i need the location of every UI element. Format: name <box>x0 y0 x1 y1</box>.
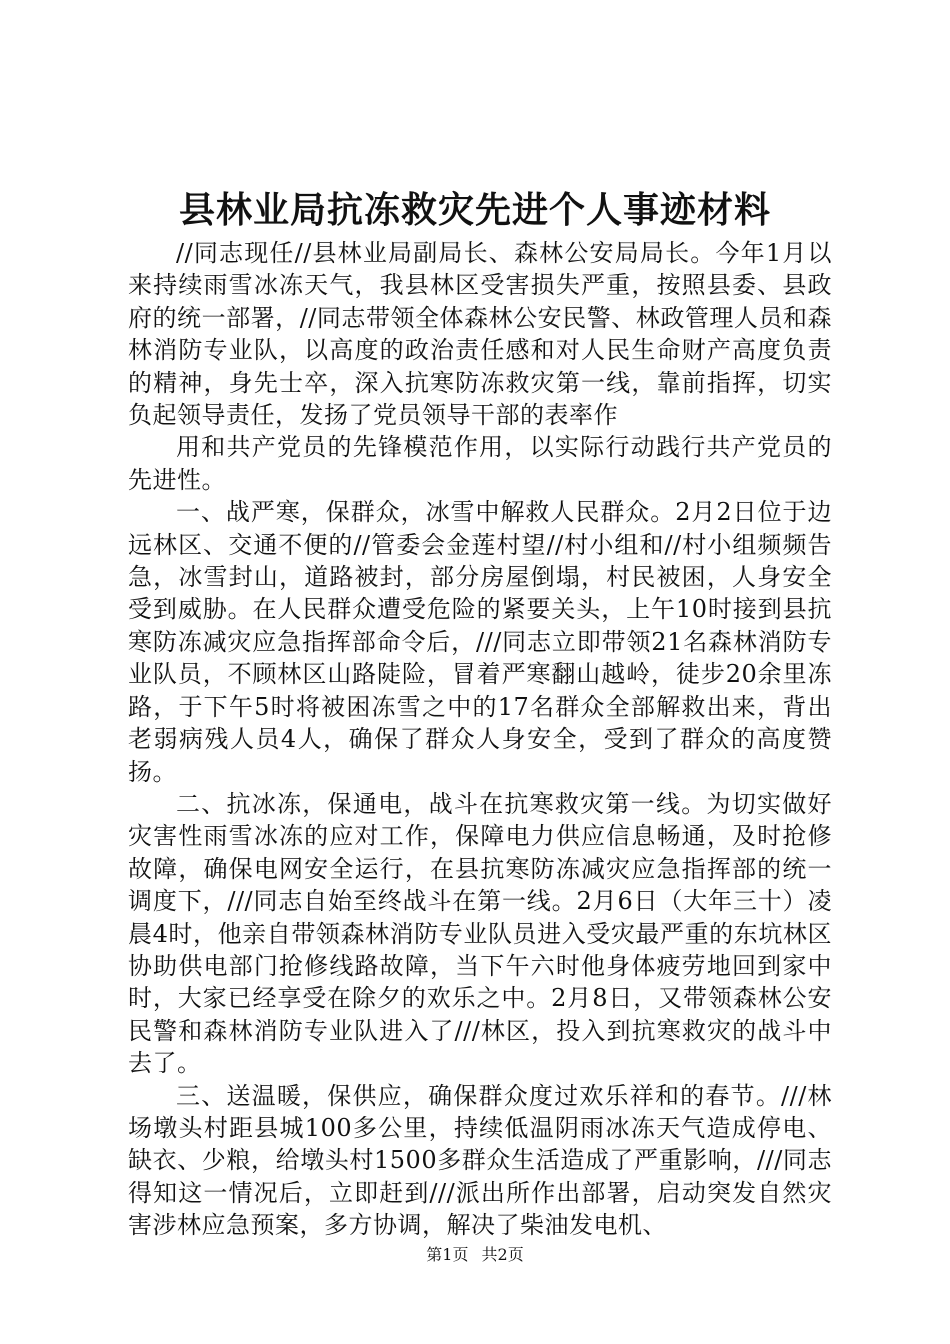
paragraph-section-one: 一、战严寒，保群众，冰雪中解救人民群众。2月2日位于边远林区、交通不便的//管委会金莲村望//村小组和//村小组频频告急，冰雪封山，道路被封，部分房屋倒塌，村民被困，人身安全受到威胁。在人民群众遭受危险的紧要关头，上午10时接到县抗寒防冻减灾应急指挥部命令后，///同志立即带领21名森林消防专业队员，不顾林区山路陡险，冒着严寒翻山越岭，徒步20余里冻路，于下午5时将被困冻雪之中的17名群众全部解救出来，背出老弱病残人员4人，确保了群众人身安全，受到了群众的高度赞扬。 <box>128 498 832 786</box>
paragraph-section-three: 三、送温暖，保供应，确保群众度过欢乐祥和的春节。///林场墩头村距县城100多公里，持续低温阴雨冰冻天气造成停电、缺衣、少粮，给墩头村1500多群众生活造成了严重影响，///同志得知这一情况后，立即赶到///派出所作出部署，启动突发自然灾害涉林应急预案，多方协调，解决了柴油发电机、 <box>128 1081 832 1240</box>
document-title: 县林业局抗冻救灾先进个人事迹材料 <box>178 189 771 231</box>
document-body <box>128 237 832 1242</box>
page-number-total: 共2页 <box>481 1245 524 1264</box>
page-number-current: 第1页 <box>426 1245 469 1264</box>
paragraph-intro-continued: 用和共产党员的先锋模范作用，以实际行动践行共产党员的先进性。 <box>128 433 832 494</box>
page-footer <box>0 1245 950 1265</box>
paragraph-section-two: 二、抗冰冻，保通电，战斗在抗寒救灾第一线。为切实做好灾害性雨雪冰冻的应对工作，保障电力供应信息畅通，及时抢修故障，确保电网安全运行，在县抗寒防冻减灾应急指挥部的统一调度下，///同志自始至终战斗在第一线。2月6日（大年三十）凌晨4时，他亲自带领森林消防专业队员进入受灾最严重的东坑林区协助供电部门抢修线路故障，当下午六时他身体疲劳地回到家中时，大家已经享受在除夕的欢乐之中。2月8日，又带领森林公安民警和森林消防专业队进入了///林区，投入到抗寒救灾的战斗中去了。 <box>128 789 832 1078</box>
paragraph-intro: //同志现任//县林业局副局长、森林公安局局长。今年1月以来持续雨雪冰冻天气，我县林区受害损失严重，按照县委、县政府的统一部署，//同志带领全体森林公安民警、林政管理人员和森林消防专业队，以高度的政治责任感和对人民生命财产高度负责的精神，身先士卒，深入抗寒防冻救灾第一线，靠前指挥，切实负起领导责任，发扬了党员领导干部的表率作 <box>128 239 832 430</box>
